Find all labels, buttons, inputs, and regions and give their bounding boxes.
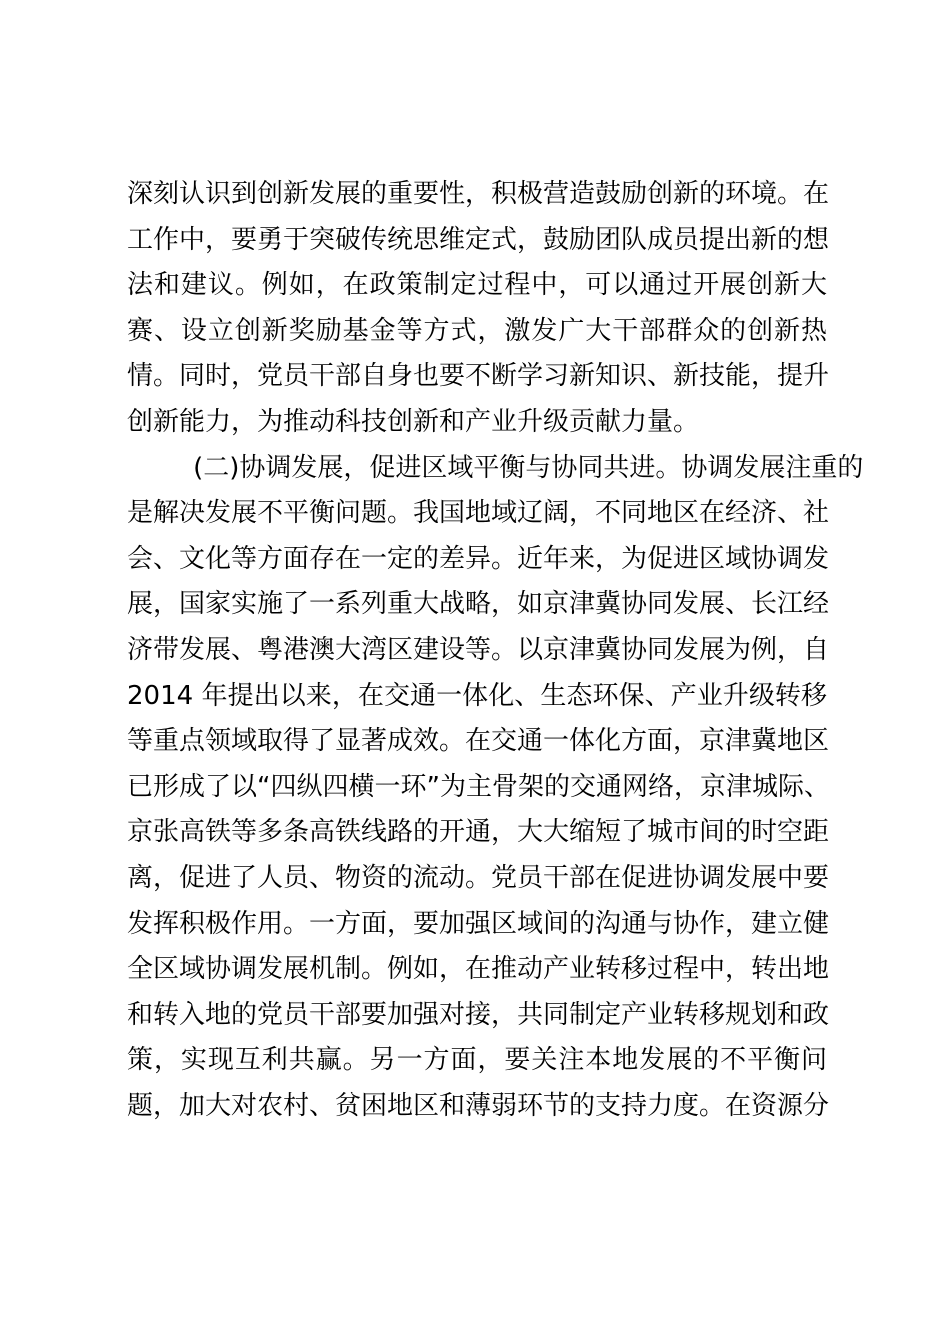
text-line: (二)协调发展，促进区域平衡与协同共进。协调发展注重的 [127,452,864,483]
body-text [127,172,864,1129]
text-line: 发挥积极作用。一方面，要加强区域间的沟通与协作，建立健 [127,908,830,939]
text-line: 是解决发展不平衡问题。我国地域辽阔，不同地区在经济、社 [127,498,830,529]
text-line: 全区域协调发展机制。例如，在推动产业转移过程中，转出地 [127,954,830,985]
text-line: 会、文化等方面存在一定的差异。近年来，为促进区域协调发 [127,543,830,574]
text-line: 离，促进了人员、物资的流动。党员干部在促进协调发展中要 [127,862,830,893]
text-line: 赛、设立创新奖励基金等方式，激发广大干部群众的创新热 [127,315,827,346]
text-line: 工作中，要勇于突破传统思维定式，鼓励团队成员提出新的想 [127,224,830,255]
text-line: 济带发展、粤港澳大湾区建设等。以京津冀协同发展为例，自 [127,634,830,665]
text-line: 等重点领域取得了显著成效。在交通一体化方面，京津冀地区 [127,726,830,757]
text-line: 创新能力，为推动科技创新和产业升级贡献力量。 [127,406,700,437]
paragraph-1 [127,172,830,446]
text-line: 2014 年提出以来，在交通一体化、生态环保、产业升级转移 [127,680,827,711]
text-line: 法和建议。例如，在政策制定过程中，可以通过开展创新大 [127,270,827,301]
text-line: 深刻认识到创新发展的重要性，积极营造鼓励创新的环境。在 [127,179,830,209]
paragraph-2 [127,446,864,1130]
text-line: 展，国家实施了一系列重大战略，如京津冀协同发展、长江经 [127,589,830,620]
text-line: 京张高铁等多条高铁线路的开通，大大缩短了城市间的时空距 [127,817,830,848]
text-line: 已形成了以“四纵四横一环”为主骨架的交通网络，京津城际、 [127,771,830,802]
text-line: 策，实现互利共赢。另一方面，要关注本地发展的不平衡问 [127,1045,827,1076]
text-line: 题，加大对农村、贫困地区和薄弱环节的支持力度。在资源分 [127,1090,830,1121]
text-line: 和转入地的党员干部要加强对接，共同制定产业转移规划和政 [127,999,830,1030]
text-line: 情。同时，党员干部自身也要不断学习新知识、新技能，提升 [127,361,830,392]
